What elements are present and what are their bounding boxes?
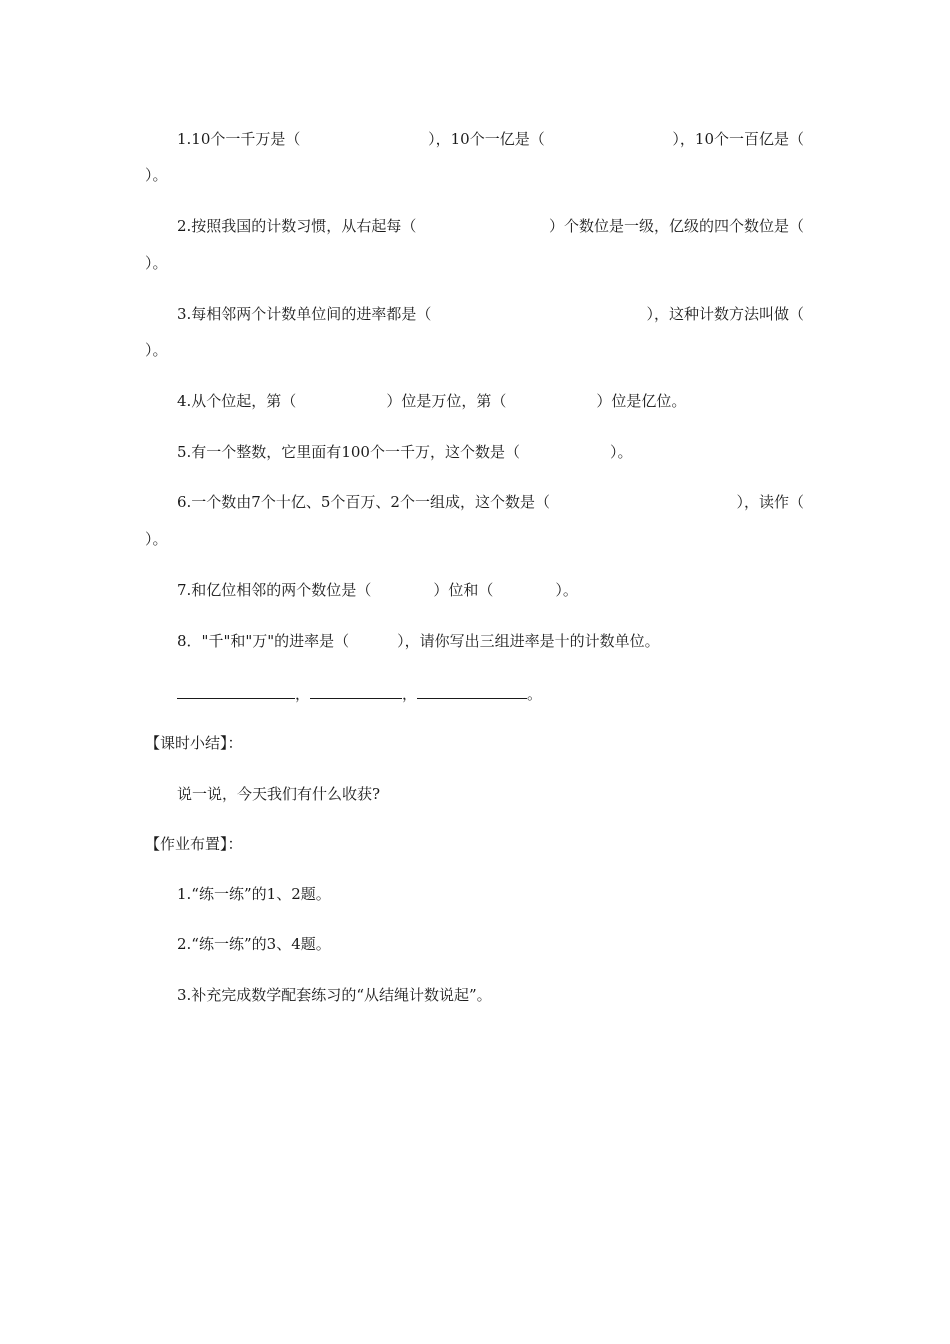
- q7-part-b: ）位和（: [433, 581, 494, 599]
- question-3-line: [177, 304, 804, 324]
- question-7-line: [177, 580, 578, 600]
- q8-answer-lines: [177, 683, 542, 704]
- q2-part-a: 2.按照我国的计数习惯，从右起每（: [177, 217, 417, 235]
- question-1-line: [177, 129, 804, 149]
- homework-heading: 【作业布置】：: [145, 835, 243, 853]
- q8-part-b: ），请你写出三组进率是十的计数单位。: [397, 632, 660, 650]
- q2-part-b: ）个数位是一级，亿级的四个数位是（: [548, 217, 804, 235]
- q1-part-a: 1.10个一千万是（: [177, 130, 301, 148]
- q4-part-c: ）位是亿位。: [596, 392, 687, 410]
- question-4-line: [177, 391, 686, 411]
- q7-part-a: 7.和亿位相邻的两个数位是（: [177, 581, 372, 599]
- answer-end: 。: [527, 685, 543, 703]
- q3-end: ）。: [145, 341, 168, 359]
- q1-part-c: ），10个一百亿是（: [672, 130, 804, 148]
- summary-heading: 【课时小结】：: [145, 734, 243, 752]
- q6-part-a: 6.一个数由7个十亿、5个百万、2个一组成，这个数是（: [177, 493, 550, 511]
- question-5-line: [177, 442, 632, 462]
- q8-part-a: 8．"千"和"万"的进率是（: [177, 632, 350, 650]
- question-6-line: [177, 492, 804, 512]
- question-8-line: [177, 631, 660, 651]
- q1-part-b: ），10个一亿是（: [428, 130, 545, 148]
- q2-end: ）。: [145, 254, 168, 272]
- homework-item-2: 2.“练一练”的3、4题。: [177, 935, 331, 953]
- summary-text: 说一说，今天我们有什么收获?: [177, 785, 381, 803]
- q3-part-b: ），这种计数方法叫做（: [646, 305, 804, 323]
- q4-part-b: ）位是万位，第（: [386, 392, 507, 410]
- question-2-line: [177, 216, 804, 236]
- homework-item-3: 3.补充完成数学配套练习的“从结绳计数说起”。: [177, 986, 492, 1004]
- q3-part-a: 3.每相邻两个计数单位间的进率都是（: [177, 305, 432, 323]
- answer-separator-1: ，: [295, 685, 311, 703]
- q7-part-c: ）。: [555, 581, 578, 599]
- q5-part-b: ）。: [609, 443, 633, 461]
- answer-underline-1[interactable]: [177, 683, 295, 699]
- q6-end: ）。: [145, 530, 168, 548]
- homework-item-1: 1.“练一练”的1、2题。: [177, 885, 331, 903]
- q4-part-a: 4.从个位起，第（: [177, 392, 297, 410]
- answer-separator-2: ，: [402, 685, 418, 703]
- answer-underline-3[interactable]: [417, 683, 527, 699]
- q1-end: ）。: [145, 166, 168, 184]
- answer-underline-2[interactable]: [310, 683, 402, 699]
- q5-part-a: 5.有一个整数，它里面有100个一千万，这个数是（: [177, 443, 520, 461]
- q6-part-b: ），读作（: [736, 493, 804, 511]
